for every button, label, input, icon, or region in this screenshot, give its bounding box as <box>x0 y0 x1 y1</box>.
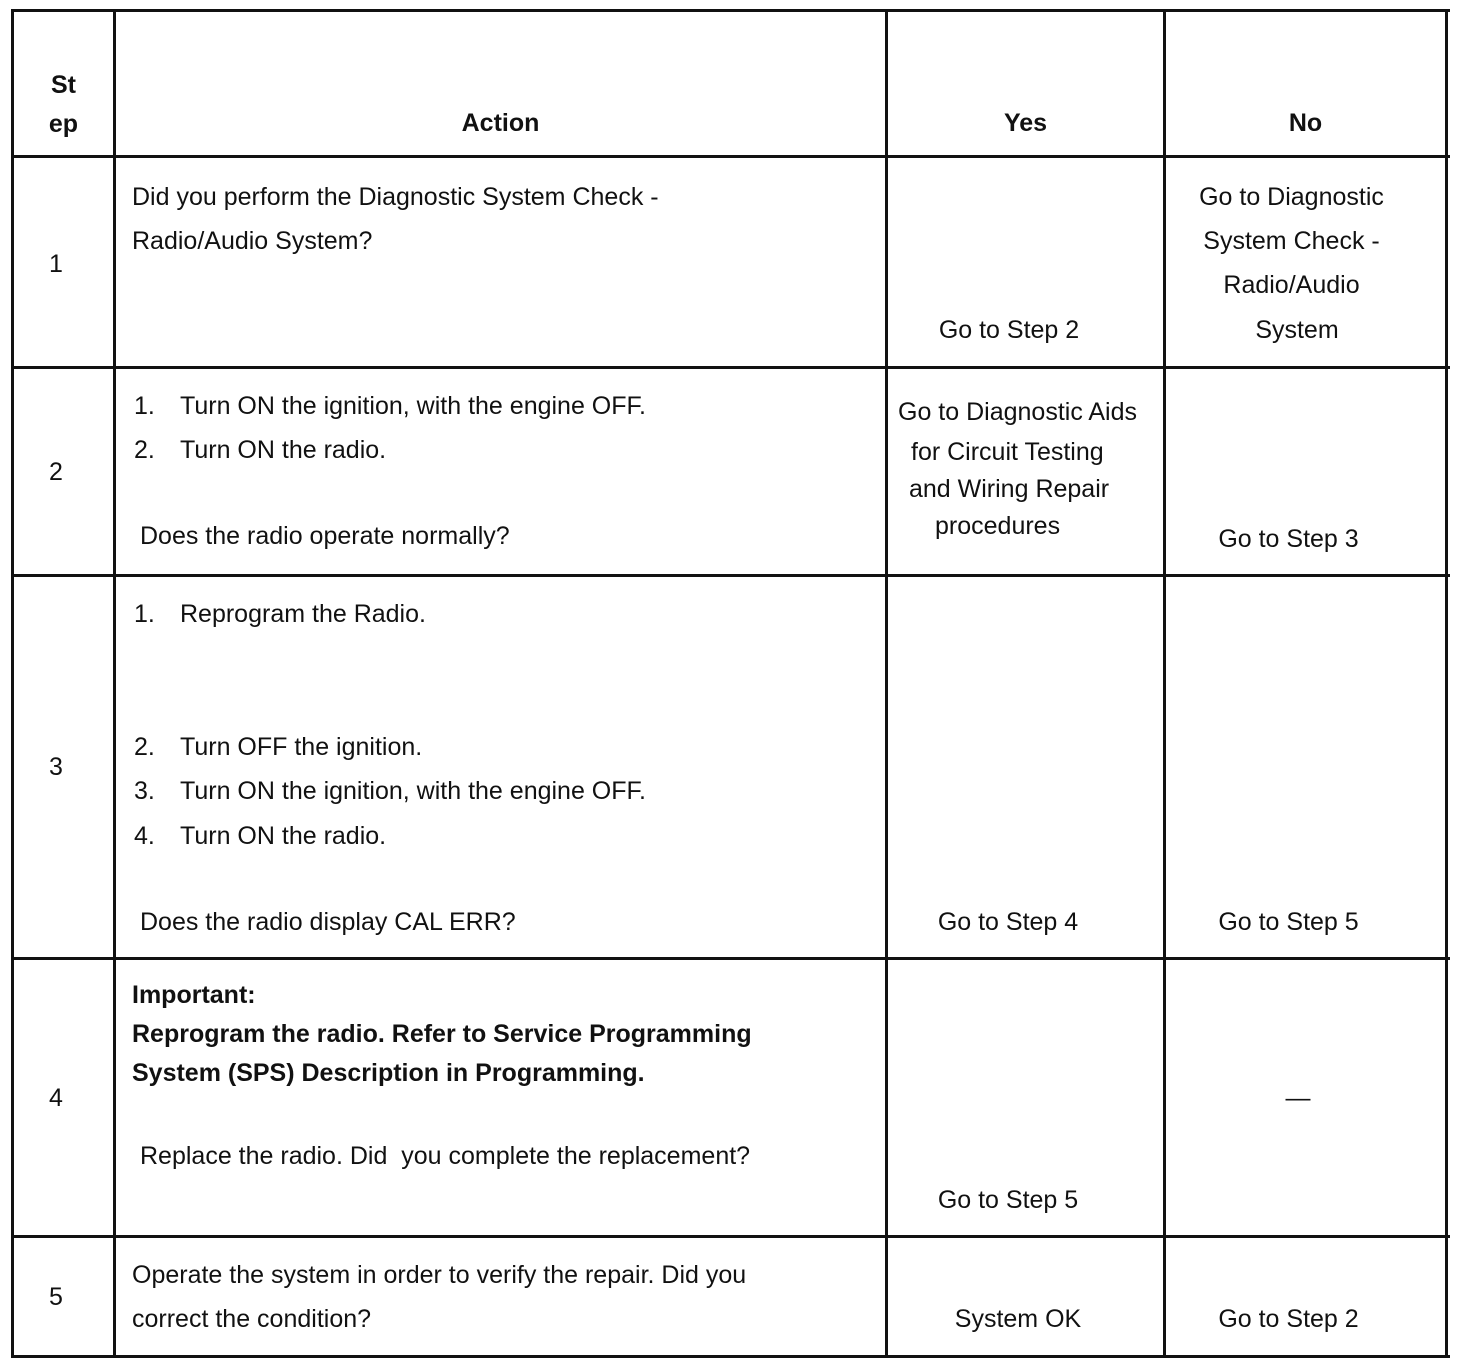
list-number: 1. <box>134 392 155 420</box>
action-text: Did you perform the Diagnostic System Check - <box>132 183 659 211</box>
list-number: 2. <box>134 733 155 761</box>
yes-result: for Circuit Testing <box>911 438 1104 466</box>
column-divider <box>1163 9 1166 1358</box>
list-item: Turn OFF the ignition. <box>180 733 423 761</box>
list-number: 2. <box>134 436 155 464</box>
list-item: Turn ON the radio. <box>180 822 387 850</box>
step-number: 3 <box>49 753 63 781</box>
action-text: Radio/Audio System? <box>132 227 373 255</box>
table-border-top <box>11 9 1450 12</box>
no-result: Go to Step 3 <box>1218 525 1359 553</box>
no-result: Go to Step 2 <box>1218 1305 1359 1333</box>
yes-result: System OK <box>954 1305 1082 1333</box>
yes-result: Go to Diagnostic Aids <box>898 398 1138 426</box>
list-number: 3. <box>134 777 155 805</box>
important-label: Important: <box>132 981 256 1009</box>
yes-result: and Wiring Repair <box>909 475 1110 503</box>
step-number: 4 <box>49 1084 63 1112</box>
no-result: Go to Step 5 <box>1218 908 1359 936</box>
no-result: Radio/Audio <box>1223 271 1360 299</box>
question-text: Does the radio display CAL ERR? <box>140 908 516 936</box>
yes-result: Go to Step 2 <box>938 316 1080 344</box>
step-number: 5 <box>49 1283 63 1311</box>
table-border-right <box>1445 9 1448 1358</box>
header-step-line: ep <box>48 110 79 138</box>
list-item: Turn ON the radio. <box>180 436 387 464</box>
action-text: Replace the radio. Did you complete the replacement? <box>140 1142 751 1170</box>
yes-result: Go to Step 5 <box>937 1186 1079 1214</box>
row-divider <box>11 1235 1450 1238</box>
column-divider <box>113 9 116 1358</box>
yes-result: Go to Step 4 <box>937 908 1079 936</box>
no-result: System <box>1255 316 1339 344</box>
list-item: Reprogram the Radio. <box>180 600 426 628</box>
row-divider <box>11 574 1450 577</box>
header-step-line: St <box>51 71 76 99</box>
header-action: Action <box>461 109 540 137</box>
action-text: Operate the system in order to verify the repair. Did you <box>132 1261 747 1289</box>
list-item: Turn ON the ignition, with the engine OFF. <box>180 392 646 420</box>
no-result-dash: — <box>1285 1084 1311 1112</box>
header-divider <box>11 155 1450 158</box>
table-border-left <box>11 9 14 1358</box>
table-border-bottom <box>11 1355 1450 1358</box>
important-text: Reprogram the radio. Refer to Service Programming <box>132 1020 752 1048</box>
no-result: Go to Diagnostic <box>1199 183 1384 211</box>
row-divider <box>11 366 1450 369</box>
list-item: Turn ON the ignition, with the engine OFF. <box>180 777 646 805</box>
step-number: 2 <box>49 458 63 486</box>
row-divider <box>11 957 1450 960</box>
header-no: No <box>1288 109 1323 137</box>
question-text: Does the radio operate normally? <box>140 522 510 550</box>
action-text: correct the condition? <box>132 1305 372 1333</box>
list-number: 1. <box>134 600 155 628</box>
header-yes: Yes <box>1003 109 1048 137</box>
yes-result: procedures <box>935 512 1061 540</box>
step-number: 1 <box>49 250 63 278</box>
no-result: System Check - <box>1203 227 1380 255</box>
list-number: 4. <box>134 822 155 850</box>
header-step <box>14 73 113 137</box>
column-divider <box>885 9 888 1358</box>
important-text: System (SPS) Description in Programming. <box>132 1059 645 1087</box>
